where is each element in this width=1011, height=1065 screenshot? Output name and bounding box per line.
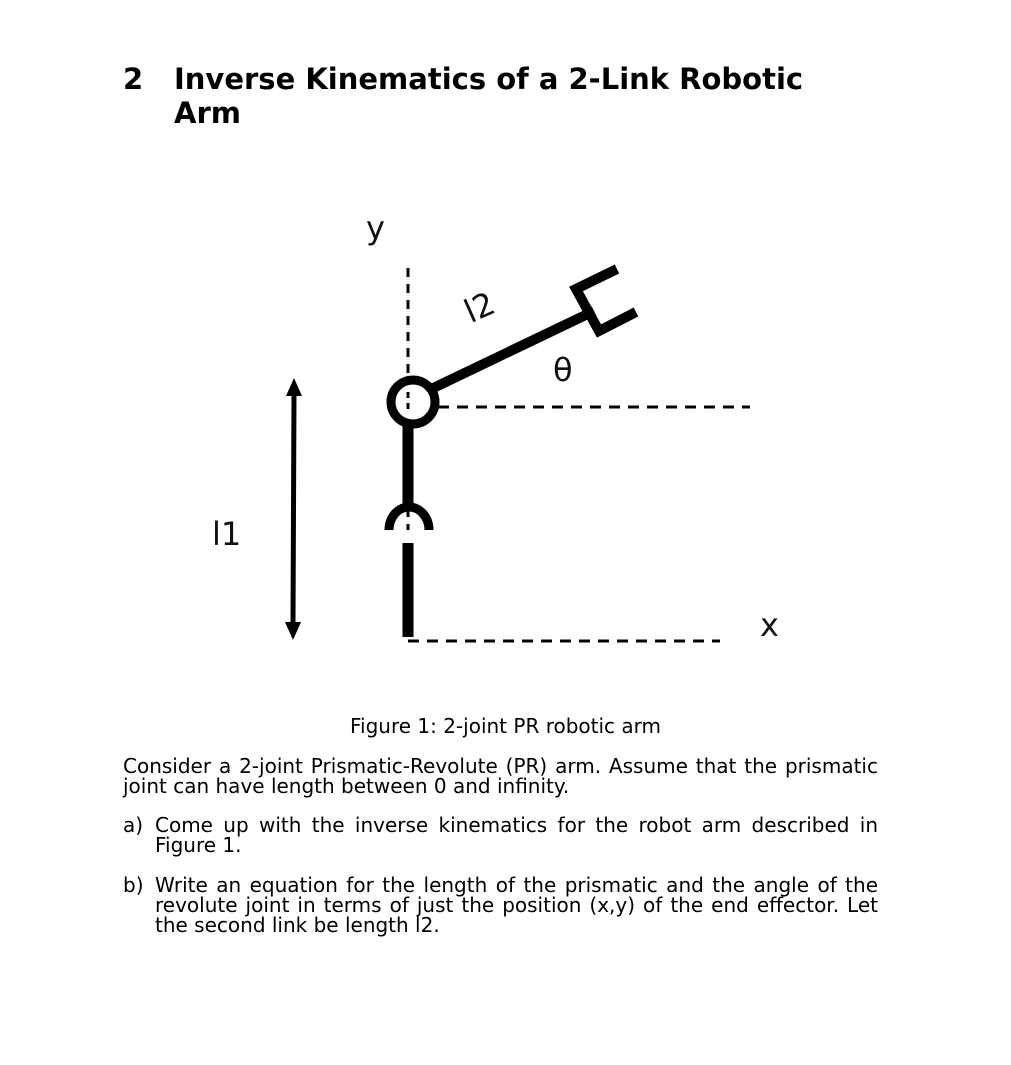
intro-paragraph: Consider a 2-joint Prismatic-Revolute (PR) arm. Assume that the prismatic joint can have length between 0 and infinity. <box>123 754 878 798</box>
list-item-marker: a) <box>123 813 144 837</box>
revolute-joint <box>391 380 435 424</box>
y-axis-label: y <box>366 209 385 247</box>
l1-arrow-head-down <box>285 622 301 640</box>
robot-arm-diagram <box>200 200 800 660</box>
l1-dimension-arrow <box>293 394 294 624</box>
l1-arrow-head-up <box>286 378 302 396</box>
list-item-text: Write an equation for the length of the prismatic and the angle of the revolute joint in terms of just the position (x,y) of the end effector. Let the second link be length l2. <box>155 873 878 937</box>
x-axis-label: x <box>760 606 779 644</box>
theta-label: θ <box>553 351 573 389</box>
section-title: Inverse Kinematics of a 2-Link Robotic Arm <box>174 62 804 130</box>
list-item-text: Come up with the inverse kinematics for the robot arm described in Figure 1. <box>155 813 878 857</box>
link1-label: l1 <box>212 515 242 553</box>
robot-arm-figure <box>200 200 800 660</box>
link2-label: l2 <box>458 284 501 331</box>
list-item-marker: b) <box>123 873 144 897</box>
section-number: 2 <box>123 62 144 96</box>
figure-caption: Figure 1: 2-joint PR robotic arm <box>349 714 662 738</box>
end-effector-gripper <box>576 269 636 331</box>
